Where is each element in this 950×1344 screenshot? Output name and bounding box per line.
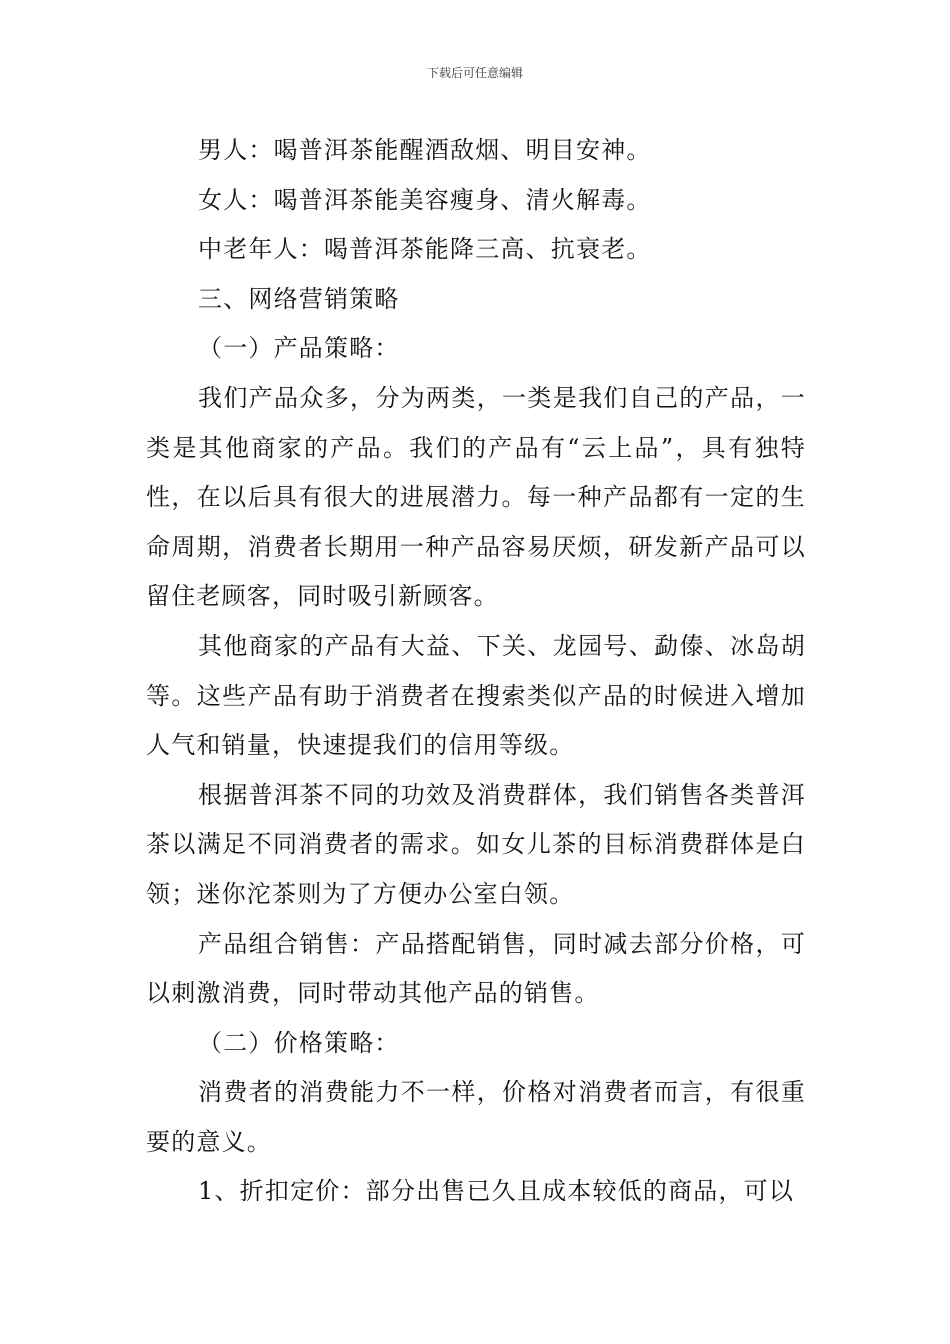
paragraph-consumer-groups: 根据普洱茶不同的功效及消费群体，我们销售各类普洱茶以满足不同消费者的需求。如女儿茶的目标消费群体是白领；迷你沱茶则为了方便办公室白领。: [146, 780, 806, 908]
paragraph-discount-pricing: 1、折扣定价：部分出售已久且成本较低的商品，可以: [198, 1177, 795, 1206]
paragraph-price-importance: 消费者的消费能力不一样，价格对消费者而言，有很重要的意义。: [146, 1078, 806, 1156]
page-header: 下载后可任意编辑: [426, 66, 523, 80]
paragraph-men: 男人：喝普洱茶能醒酒敌烟、明目安神。: [198, 136, 652, 164]
paragraph-product-overview: 我们产品众多，分为两类，一类是我们自己的产品，一类是其他商家的产品。我们的产品有“云上品”，具有独特性，在以后具有很大的进展潜力。每一种产品都有一定的生命周期，消费者长期用一种产品容易厌烦，研发新产品可以留住老顾客，同时吸引新顾客。: [146, 383, 806, 611]
section-heading-marketing-strategy: 三、网络营销策略: [198, 284, 400, 313]
paragraph-women: 女人：喝普洱茶能美容瘦身、清火解毒。: [198, 185, 652, 214]
subsection-heading-price-strategy: （二）价格策略：: [198, 1028, 400, 1057]
paragraph-other-brands: 其他商家的产品有大益、下关、龙园号、勐傣、冰岛胡等。这些产品有助于消费者在搜索类似产品的时候进入增加人气和销量，快速提我们的信用等级。: [146, 631, 806, 760]
paragraph-elderly: 中老年人：喝普洱茶能降三高、抗衰老。: [198, 235, 652, 264]
document-body: [146, 126, 806, 1217]
paragraph-bundle-sales: 产品组合销售：产品搭配销售，同时减去部分价格，可以刺激消费，同时带动其他产品的销售。: [146, 929, 806, 1008]
subsection-heading-product-strategy: （一）产品策略：: [198, 334, 400, 363]
